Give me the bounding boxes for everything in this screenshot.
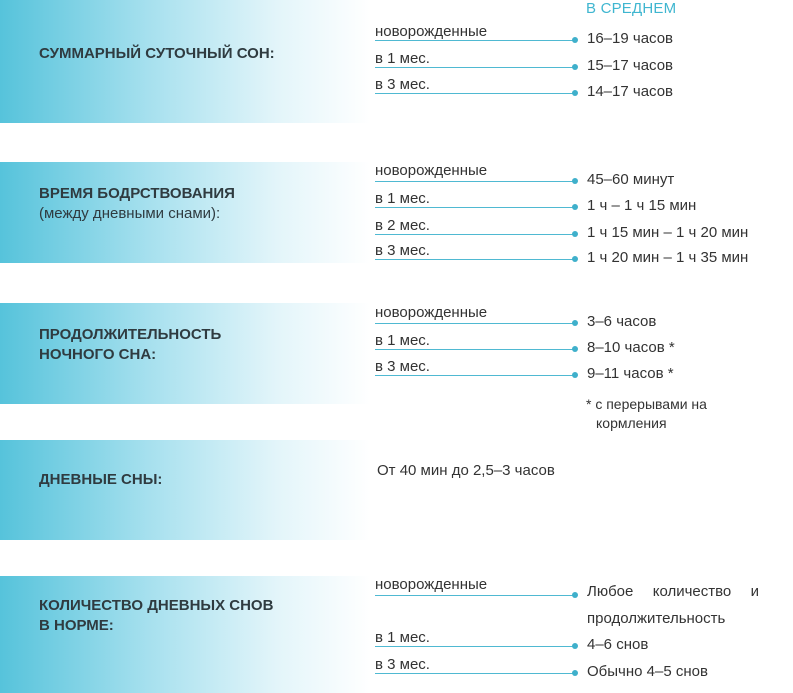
- table-row: [0, 162, 793, 189]
- leader-line: [375, 181, 575, 182]
- leader-line: [375, 259, 575, 260]
- leader-line: [375, 40, 575, 41]
- title-line: ВРЕМЯ БОДРСТВОВАНИЯ: [39, 185, 235, 202]
- age-label: в 3 мес.: [375, 242, 430, 259]
- leader-line: [375, 595, 575, 596]
- section-day-naps: [0, 440, 793, 540]
- title-line: В НОРМЕ:: [39, 617, 114, 634]
- average-value: 3–6 часов: [587, 313, 657, 330]
- average-value: 8–10 часов *: [587, 339, 675, 356]
- leader-line: [375, 349, 575, 350]
- bullet-dot: [572, 643, 578, 649]
- title-line: ПРОДОЛЖИТЕЛЬНОСТЬ: [39, 326, 222, 343]
- section-title: [39, 470, 162, 490]
- age-label: новорожденные: [375, 576, 488, 593]
- title-line: КОЛИЧЕСТВО ДНЕВНЫХ СНОВ: [39, 597, 274, 614]
- average-value: 9–11 часов *: [587, 365, 674, 382]
- section-night-sleep: [0, 303, 793, 404]
- title-line: НОЧНОГО СНА:: [39, 346, 157, 363]
- day-naps-value: От 40 мин до 2,5–3 часов: [377, 462, 555, 479]
- age-label: в 1 мес.: [375, 629, 430, 646]
- average-value: Обычно 4–5 снов: [587, 663, 708, 680]
- section-nap-count: [0, 576, 793, 693]
- average-value: 16–19 часов: [587, 30, 674, 47]
- title-line: СУММАРНЫЙ СУТОЧНЫЙ СОН:: [39, 45, 275, 62]
- leader-line: [375, 67, 575, 68]
- leader-line: [375, 375, 575, 376]
- table-row: [0, 217, 793, 244]
- section-band: [0, 440, 370, 540]
- age-label: в 2 мес.: [375, 217, 430, 234]
- bullet-dot: [572, 256, 578, 262]
- average-value: 45–60 минут: [587, 171, 675, 188]
- average-column-header: В СРЕДНЕМ: [586, 0, 677, 17]
- section-subtitle: (между дневными снами):: [39, 205, 221, 222]
- age-label: новорожденные: [375, 23, 488, 40]
- leader-line: [375, 234, 575, 235]
- footnote-line: * с перерывами на: [586, 396, 707, 412]
- bullet-dot: [572, 178, 578, 184]
- average-value: 1 ч – 1 ч 15 мин: [587, 197, 697, 214]
- bullet-dot: [572, 204, 578, 210]
- age-label: в 3 мес.: [375, 358, 430, 375]
- age-label: в 3 мес.: [375, 656, 430, 673]
- average-value: Любое количество и продолжительность: [587, 583, 759, 627]
- table-row: [0, 242, 793, 269]
- bullet-dot: [572, 346, 578, 352]
- table-row: [0, 332, 793, 359]
- age-label: в 1 мес.: [375, 332, 430, 349]
- bullet-dot: [572, 372, 578, 378]
- table-row: [0, 50, 793, 77]
- average-value: 4–6 снов: [587, 636, 649, 653]
- average-value: 15–17 часов: [587, 57, 674, 74]
- section-wake-time: [0, 162, 793, 266]
- leader-line: [375, 207, 575, 208]
- table-row: [0, 358, 793, 385]
- bullet-dot: [572, 320, 578, 326]
- bullet-dot: [572, 90, 578, 96]
- title-line: ДНЕВНЫЕ СНЫ:: [39, 471, 163, 488]
- age-label: новорожденные: [375, 304, 488, 321]
- bullet-dot: [572, 670, 578, 676]
- leader-line: [375, 646, 575, 647]
- bullet-dot: [572, 37, 578, 43]
- bullet-dot: [572, 231, 578, 237]
- age-label: в 3 мес.: [375, 76, 430, 93]
- table-row: [0, 76, 793, 103]
- average-value: 14–17 часов: [587, 83, 674, 100]
- leader-line: [375, 93, 575, 94]
- footnote-line: кормления: [596, 415, 667, 431]
- table-row: [0, 23, 793, 50]
- average-value: 1 ч 15 мин – 1 ч 20 мин: [587, 224, 749, 241]
- age-label: в 1 мес.: [375, 50, 430, 67]
- leader-line: [375, 673, 575, 674]
- table-row: [0, 190, 793, 217]
- average-value: 1 ч 20 мин – 1 ч 35 мин: [587, 249, 749, 266]
- age-label: в 1 мес.: [375, 190, 430, 207]
- section-total-sleep: [0, 0, 793, 123]
- age-label: новорожденные: [375, 162, 488, 179]
- table-row: [0, 629, 793, 656]
- footnote: [586, 395, 707, 433]
- leader-line: [375, 323, 575, 324]
- table-row: [0, 656, 793, 683]
- bullet-dot: [572, 592, 578, 598]
- bullet-dot: [572, 64, 578, 70]
- table-row: [0, 304, 793, 331]
